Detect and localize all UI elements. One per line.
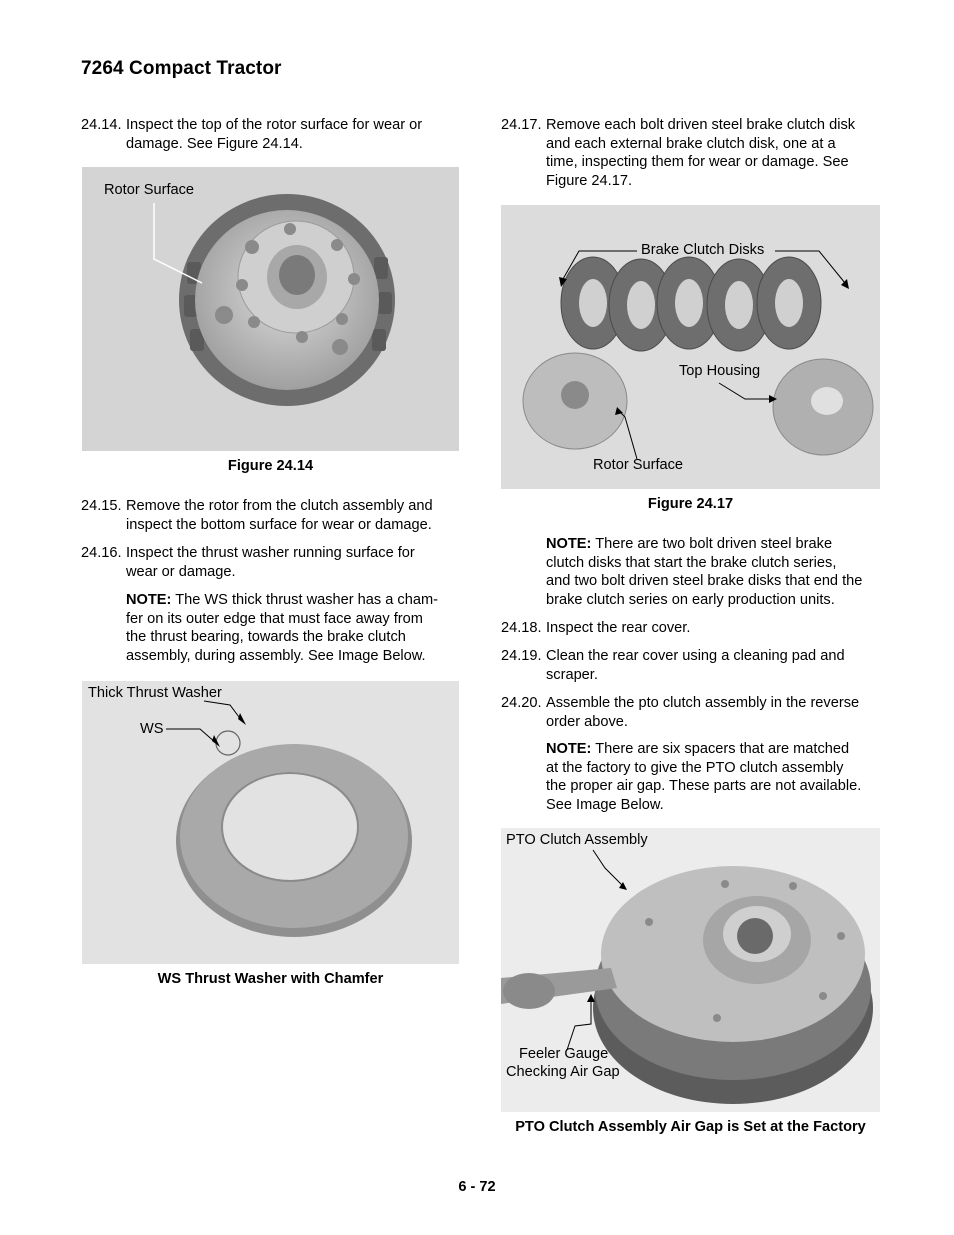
step-line: time, inspecting them for wear or damage. See [546,154,849,171]
leader-lines [82,681,459,964]
figure-24-14-caption: Figure 24.14 [227,458,314,474]
step-24-15 [81,497,461,537]
note-line: clutch disks that start the brake clutch series, [546,554,837,571]
step-number: 24.18. [501,620,542,636]
step-line: and each external brake clutch disk, one at a [546,135,836,152]
page-title: 7264 Compact Tractor [81,58,282,79]
step-line: inspect the bottom surface for wear or damage. [126,516,432,533]
step-24-16 [81,544,461,584]
pto-clutch-caption: PTO Clutch Assembly Air Gap is Set at the Factory [515,1119,866,1135]
step-number: 24.16. [81,545,122,561]
step-text [546,647,845,684]
step-line: Figure 24.17. [546,172,632,189]
step-24-14 [81,116,461,156]
step-text [546,619,690,638]
note-line: at the factory to give the PTO clutch assembly [546,759,844,776]
callout-checking-air-gap: Checking Air Gap [506,1064,620,1080]
step-line: Inspect the top of the rotor surface for wear or [126,117,423,133]
step-number: 24.19. [501,648,542,664]
step-line: Assemble the pto clutch assembly in the reverse [546,695,860,711]
note-line: assembly, during assembly. See Image Below. [126,647,426,664]
step-line: Remove each bolt driven steel brake clutch disk [546,117,856,133]
step-line: wear or damage. [126,563,236,580]
pto-clutch-photo [501,828,880,1112]
step-number: 24.17. [501,117,542,133]
note-line: and two bolt driven steel brake disks that end the [546,573,863,590]
note-spacers [546,740,891,814]
figure-24-17-caption: Figure 24.17 [647,496,734,512]
note-line: There are two bolt driven steel brake [591,536,833,552]
step-number: 24.15. [81,498,122,514]
step-line: damage. See Figure 24.14. [126,135,303,152]
leader-line [82,167,459,451]
note-label: NOTE: [546,741,592,757]
ws-washer-photo [82,681,459,964]
step-line: Inspect the rear cover. [546,620,691,636]
page-number: 6 - 72 [458,1179,496,1195]
step-number: 24.20. [501,695,542,711]
callout-top-housing: Top Housing [679,363,761,379]
step-number: 24.14. [81,117,122,133]
step-text [126,116,422,153]
note-brake-disks [546,535,891,609]
note-label: NOTE: [546,536,592,552]
step-text [126,544,415,581]
note-line: fer on its outer edge that must face away from [126,610,423,627]
note-line: The WS thick thrust washer has a cham- [171,592,438,608]
note-label: NOTE: [126,592,172,608]
step-line: order above. [546,713,628,730]
step-text [546,694,859,731]
step-line: scraper. [546,666,598,683]
callout-ws: WS [140,721,164,737]
ws-washer-caption: WS Thrust Washer with Chamfer [157,971,384,987]
note-line: the thrust bearing, towards the brake clutch [126,629,406,646]
note-line: There are six spacers that are matched [591,741,850,757]
note-ws-washer [126,591,466,665]
callout-pto-clutch-assembly: PTO Clutch Assembly [506,832,648,848]
step-24-17 [501,116,891,196]
step-24-18 [501,619,891,639]
step-line: Inspect the thrust washer running surface for [126,545,415,561]
step-line: Clean the rear cover using a cleaning pad and [546,648,845,664]
callout-brake-clutch-disks: Brake Clutch Disks [641,242,765,258]
step-24-20 [501,694,891,734]
callout-rotor-surface: Rotor Surface [104,182,195,198]
figure-24-14-photo [82,167,459,451]
note-line: brake clutch series on early production units. [546,591,835,608]
step-24-19 [501,647,891,687]
callout-feeler-gauge: Feeler Gauge [519,1046,609,1062]
note-line: See Image Below. [546,796,664,813]
step-line: Remove the rotor from the clutch assembly and [126,498,433,514]
callout-rotor-surface: Rotor Surface [593,457,684,473]
step-text [546,116,855,190]
step-text [126,497,433,534]
callout-thick-thrust-washer: Thick Thrust Washer [88,685,222,701]
note-line: the proper air gap. These parts are not available. [546,778,862,795]
figure-24-17-photo [501,205,880,489]
